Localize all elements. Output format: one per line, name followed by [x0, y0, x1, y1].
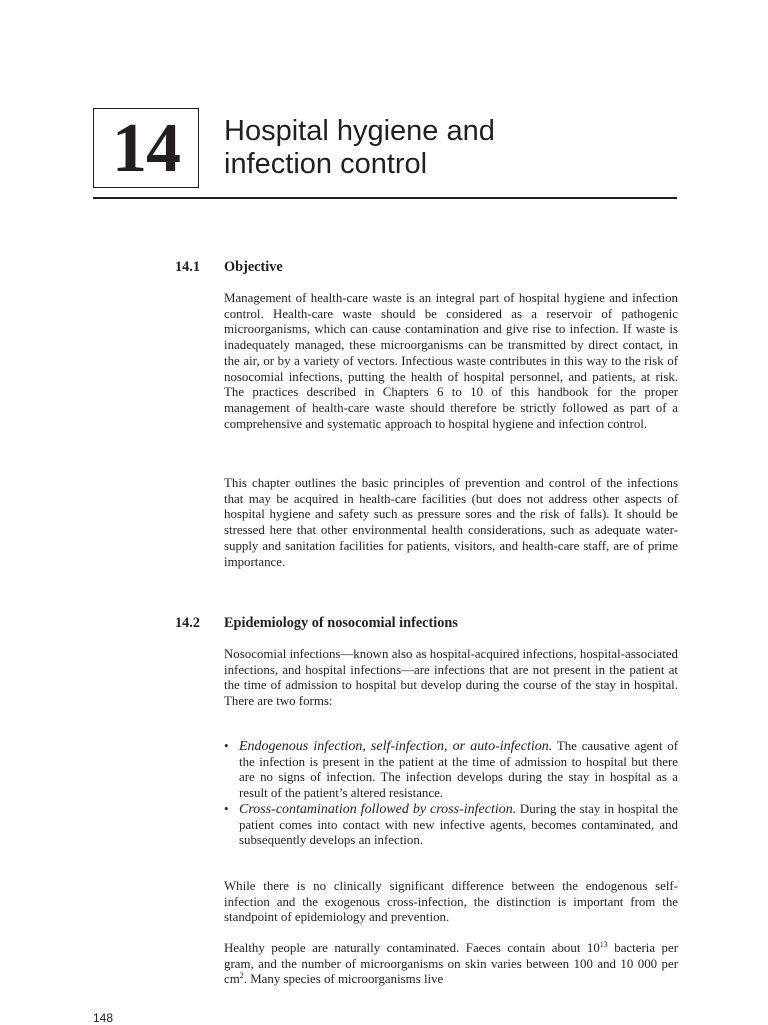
bullet-lead: Endogenous infection, self-infection, or auto-infection.: [239, 739, 553, 754]
bullet-icon: •: [224, 801, 229, 816]
paragraph: Nosocomial infections—known also as hospital-acquired infections, hospital-associated infections, and hospital infections—are infections that are not present in the patient at the time of admission to hospital but develop during the course of the stay in hospital. There are two forms:: [224, 647, 678, 709]
superscript: 13: [599, 940, 608, 949]
bullet-text: During the stay in hospital the patient comes into contact with new infective agents, becomes contaminated, and subsequently develops an infection.: [239, 801, 678, 848]
bullet-lead: Cross-contamination followed by cross-infection.: [239, 801, 517, 817]
paragraph-text: . Many species of microorganisms live: [243, 972, 444, 987]
chapter-number: 14: [112, 110, 180, 187]
section-title: Objective: [224, 259, 283, 275]
chapter-number-box: [93, 108, 199, 188]
paragraph: [224, 941, 678, 988]
chapter-title-line: Hospital hygiene and: [224, 115, 495, 147]
section-heading: [175, 614, 675, 632]
chapter-title-line: infection control: [224, 148, 428, 180]
bullet-icon: •: [224, 739, 229, 753]
section-heading: [175, 258, 675, 276]
bullet-text: The causative agent of the infection is present in the patient at the time of admission to hospital but there are no signs of infection. The infection develops during the stay in hospital as a result of the patient’s altered resistance.: [239, 739, 678, 801]
list-item: [224, 802, 678, 849]
section-title: Epidemiology of nosocomial infections: [224, 615, 458, 631]
page-number: 148: [93, 1011, 114, 1025]
list-item: [224, 739, 678, 802]
paragraph-text: Healthy people are naturally contaminated. Faeces contain about 10: [224, 941, 600, 955]
paragraph: Management of health-care waste is an integral part of hospital hygiene and infection control. Health-care waste should be considered as a reservoir of pathogenic microorganisms, which can cause contamination and give rise to infection. If waste is inadequately managed, these microorganisms can be transmitted by direct contact, in the air, or by a variety of vectors. Infectious waste contributes in this way to the risk of nosocomial infections, putting the health of hospital personnel, and patients, at risk. The practices described in Chapters 6 to 10 of this handbook for the proper management of health-care waste should therefore be strictly followed as part of a comprehensive and systematic approach to hospital hygiene and infection control.: [224, 291, 678, 431]
section-number: 14.1: [175, 259, 201, 275]
chapter-divider: [93, 197, 677, 199]
superscript: 2: [239, 971, 244, 981]
paragraph: This chapter outlines the basic principles of prevention and control of the infections that may be acquired in health-care facilities (but does not address other aspects of hospital hygiene and safety such as pressure sores and the risk of falls). It should be stressed here that other environmental health considerations, such as adequate water-supply and sanitation facilities for patients, visitors, and health-care staff, are of prime importance.: [224, 476, 678, 569]
paragraph-text: bacteria per gram, and the number of microorganisms on skin varies between 100 and 10 000 per cm: [224, 941, 678, 987]
chapter-title: [224, 115, 664, 181]
paragraph: While there is no clinically significant difference between the endogenous self-infection and the exogenous cross-infection, the distinction is important from the standpoint of epidemiology and prevention.: [224, 879, 678, 925]
bullet-list: [224, 739, 678, 849]
section-number: 14.2: [175, 615, 201, 631]
